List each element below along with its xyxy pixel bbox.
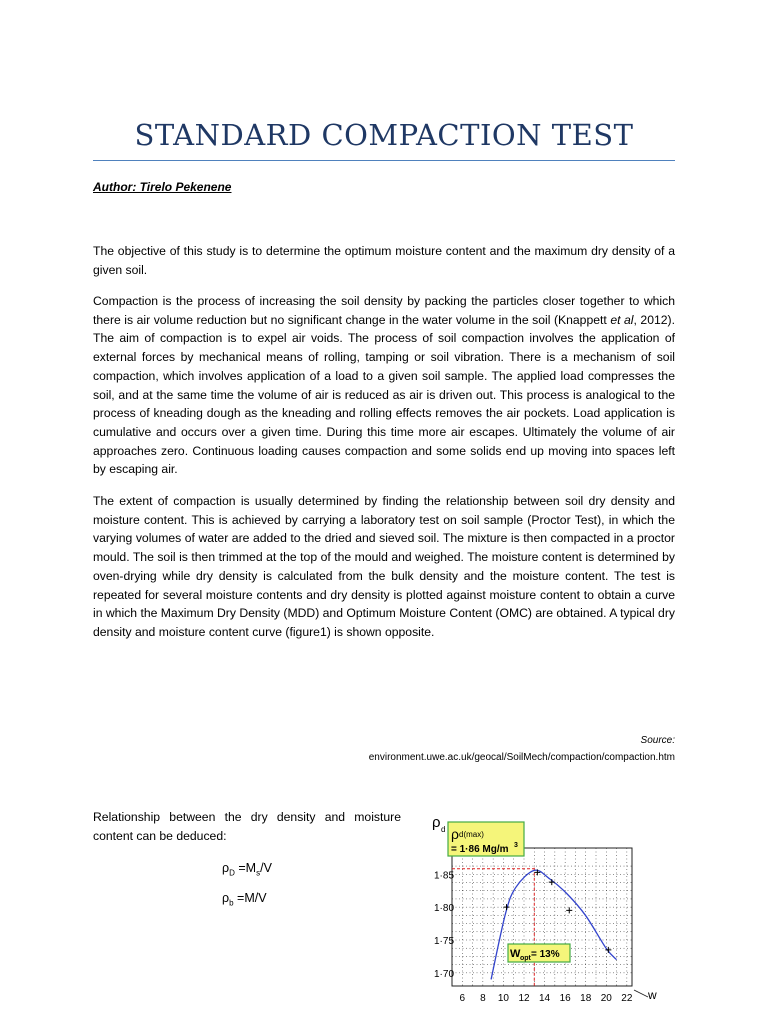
- relationship-text: Relationship between the dry density and moisture content can be deduced:: [93, 810, 401, 843]
- paragraph-compaction-text-1: Compaction is the process of increasing the soil density by packing the particles closer together to which there is air volume reduction but no significant change in the water volume in the soil (Knappett: [93, 294, 675, 327]
- chart-optimum-moisture-label: [508, 944, 570, 962]
- chart-x-tick-label: 10: [497, 993, 509, 1004]
- chart-x-tick-label: 8: [480, 993, 486, 1004]
- chart-series-line: [491, 870, 616, 979]
- equation-bulk-density: [222, 891, 267, 908]
- chart-x-tick-label: 22: [621, 993, 633, 1004]
- paragraph-compaction-text-2: , 2012). The aim of compaction is to expel air voids. The process of soil compaction involves the application of external forces by mechanical means of rolling, tamping or soil vibration. There is a mechanism of soil compaction, which involves application of a load to a given soil sample. The applied load compresses the soil, and at the same time the volume of air is reduced as air is driven out. This process is analogical to the process of kneading dough as the kneading and rolling effects removes the air pockets. Load application is cumulative and occurs over a given time. During this time more air escapes. Ultimately the volume of air approaches zero. Continuous loading causes compaction and some solids end up moving into spaces left by escaping air.: [93, 312, 675, 477]
- eq2-rhs: =M/V: [233, 891, 267, 905]
- chart-data-point: [549, 879, 555, 885]
- chart-x-axis-arrow: [634, 990, 648, 997]
- opt-label-value: = 13%: [531, 949, 560, 960]
- eq1-rho: ρ: [222, 861, 230, 875]
- eq2-rho-sub: b: [229, 898, 234, 908]
- eq1-rhs: =M: [234, 861, 257, 875]
- chart-x-axis-symbol: w: [648, 988, 657, 1002]
- chart-x-tick-label: 12: [518, 993, 530, 1004]
- source-label: Source:: [640, 735, 675, 746]
- chart-data-point: [566, 907, 572, 913]
- max-label-subscript: d(max): [459, 830, 484, 839]
- source-url: environment.uwe.ac.uk/geocal/SoilMech/compaction/compaction.htm: [368, 752, 675, 763]
- eq1-rhs-sub: s: [256, 868, 261, 878]
- chart-max-density-label: [448, 822, 524, 856]
- chart-y-tick-label: 1·75: [434, 936, 455, 947]
- chart-y-axis-subscript: d: [441, 825, 446, 834]
- paragraph-compaction: [93, 292, 675, 479]
- opt-label-subscript: opt: [520, 955, 531, 962]
- paragraph-objective: The objective of this study is to determine the optimum moisture content and the maximum dry density of a given soil.: [93, 244, 675, 277]
- title-divider: [93, 160, 675, 161]
- equation-dry-density: [222, 861, 272, 878]
- chart-y-tick-label: 1·70: [434, 968, 455, 980]
- document-title: STANDARD COMPACTION TEST: [134, 118, 634, 152]
- citation-et-al: et al: [610, 312, 634, 327]
- chart-x-tick-label: 16: [559, 993, 571, 1004]
- compaction-curve-chart: [420, 808, 670, 1020]
- chart-y-tick-label: 1·85: [434, 870, 455, 882]
- opt-label-symbol: W: [510, 948, 521, 960]
- eq2-rho: ρ: [222, 891, 230, 905]
- chart-x-tick-label: 20: [600, 993, 612, 1004]
- chart-data-point: [504, 904, 510, 910]
- max-label-value: = 1·86 Mg/m: [451, 844, 509, 855]
- eq1-rho-sub: D: [229, 868, 235, 878]
- eq1-rhs-end: /V: [260, 861, 272, 875]
- chart-y-tick-label: 1·80: [434, 903, 455, 915]
- chart-x-tick-label: 14: [539, 993, 551, 1004]
- chart-y-axis-symbol: ρ: [432, 814, 441, 831]
- author-line: Author: Tirelo Pekenene: [93, 180, 232, 194]
- max-label-superscript: 3: [514, 842, 518, 849]
- chart-x-tick-label: 6: [459, 993, 466, 1004]
- paragraph-extent: The extent of compaction is usually determined by finding the relationship between soil dry density and moisture content. This is achieved by carrying a laboratory test on soil sample (Proctor Test), in which the varying volumes of water are added to the dried and sieved soil. The mixture is then compacted in a proctor mould. The soil is then trimmed at the top of the mould and weighed. The moisture content is determined by oven-drying while dry density is calculated from the bulk density and the moisture content. The test is repeated for several moisture contents and dry density is plotted against moisture content to obtain a curve in which the Maximum Dry Density (MDD) and Optimum Moisture Content (OMC) are obtained. A typical dry density and moisture content curve (figure1) is shown opposite.: [93, 494, 675, 639]
- chart-x-tick-label: 18: [580, 993, 592, 1004]
- max-label-symbol: ρ: [451, 826, 459, 842]
